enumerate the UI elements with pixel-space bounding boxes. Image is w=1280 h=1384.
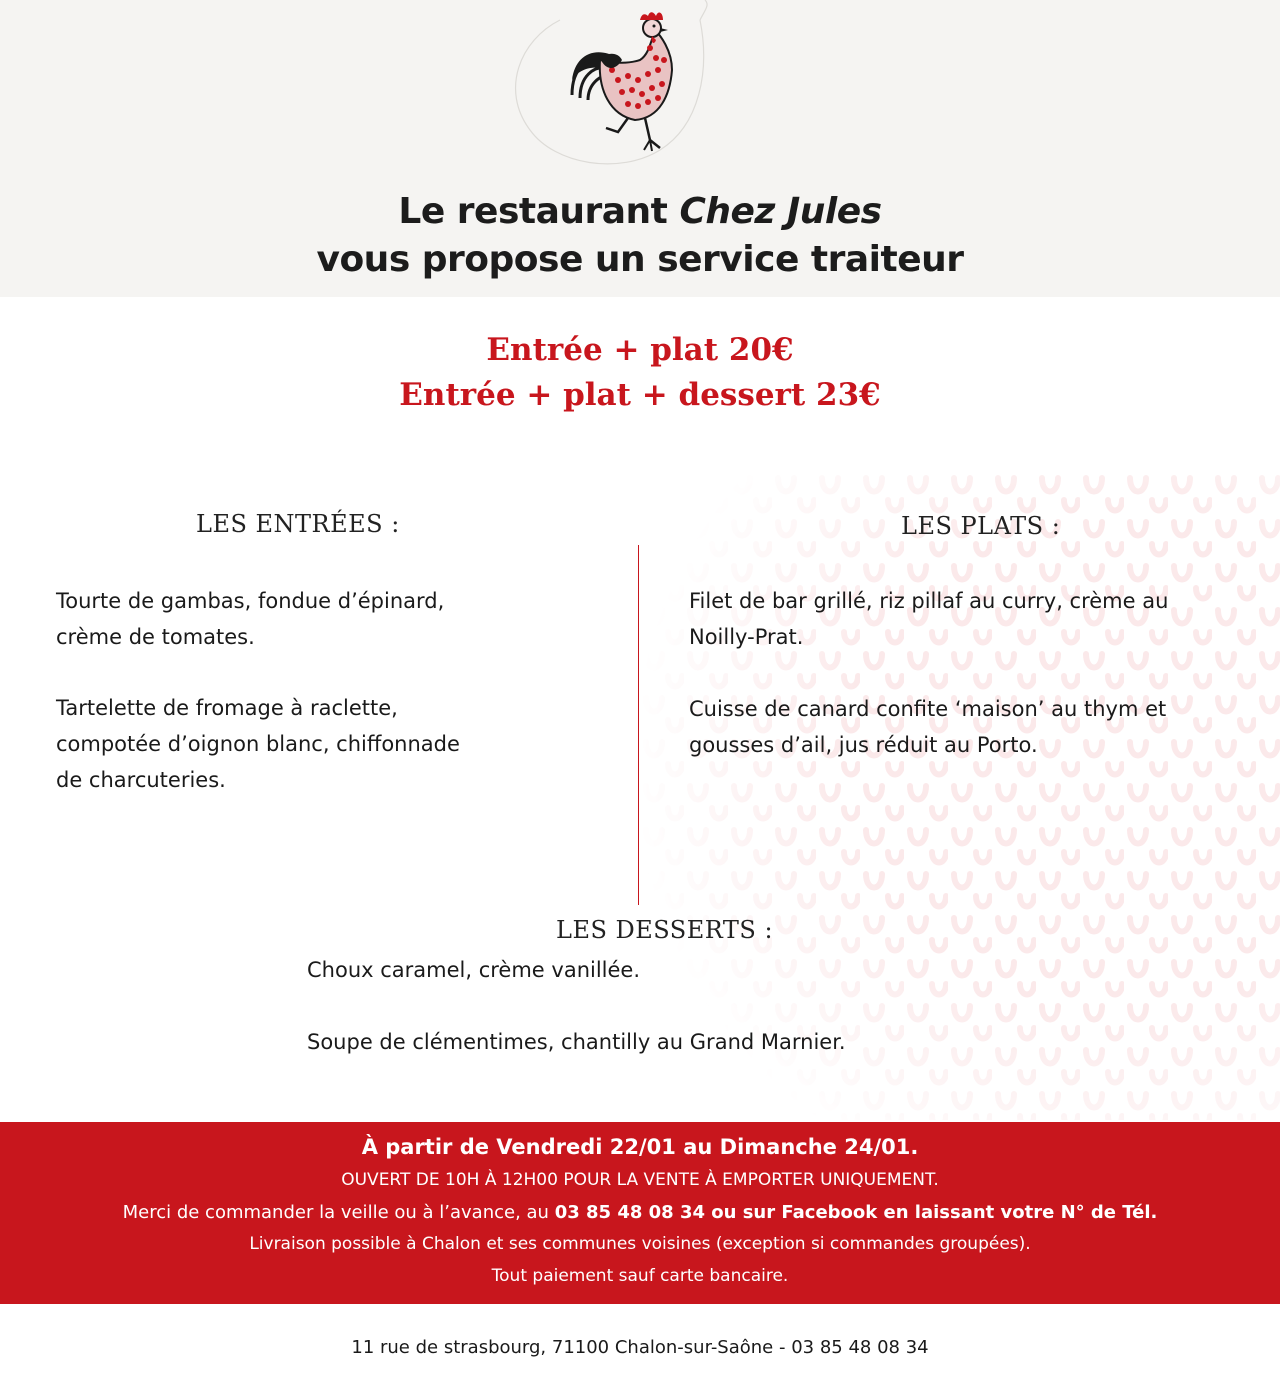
price-formula-1: Entrée + plat 20€ <box>486 332 794 368</box>
footer-address: 11 rue de strasbourg, 71100 Chalon-sur-Saône - 03 85 48 08 34 <box>351 1337 929 1358</box>
dessert-item-2: Soupe de clémentimes, chantilly au Grand Marnier. <box>307 1030 846 1054</box>
plat-item-2: Cuisse de canard confite ‘maison’ au thym et gousses d’ail, jus réduit au Porto. <box>689 697 1167 757</box>
feather-pattern <box>596 470 1280 1120</box>
header <box>0 0 1280 297</box>
page-title <box>0 188 1280 284</box>
column-divider <box>638 545 639 905</box>
entrees-title: LES ENTRÉES : <box>196 510 400 538</box>
order-phone: 03 85 48 08 34 ou sur Facebook en laissant votre N° de Tél. <box>554 1202 1158 1223</box>
plat-item-1: Filet de bar grillé, riz pillaf au curry, crème au Noilly-Prat. <box>689 589 1169 649</box>
price-list <box>0 328 1280 418</box>
title-line-1 <box>0 188 1280 236</box>
plats-title: LES PLATS : <box>901 512 1061 540</box>
order-instructions: Merci de commander la veille ou à l’avance, au 03 85 48 08 34 ou sur Facebook en laissant votre N° de Tél. <box>122 1202 1158 1223</box>
entree-item-1: Tourte de gambas, fondue d’épinard, crème de tomates. <box>56 589 445 649</box>
payment-info: Tout paiement sauf carte bancaire. <box>491 1266 789 1286</box>
title-line-2: vous propose un service traiteur <box>316 239 964 280</box>
delivery-info: Livraison possible à Chalon et ses communes voisines (exception si commandes groupées). <box>249 1234 1031 1254</box>
info-banner <box>0 1122 1280 1304</box>
dessert-item-1: Choux caramel, crème vanillée. <box>307 958 641 982</box>
rooster-icon <box>500 0 720 175</box>
price-formula-2: Entrée + plat + dessert 23€ <box>399 377 881 413</box>
title-prefix: Le restaurant <box>398 191 680 232</box>
desserts-title: LES DESSERTS : <box>556 916 774 944</box>
availability-dates: À partir de Vendredi 22/01 au Dimanche 24/01. <box>361 1135 919 1159</box>
entree-item-2: Tartelette de fromage à raclette, compotée d’oignon blanc, chiffonnade de charcuteries. <box>56 696 460 792</box>
opening-hours: OUVERT DE 10H À 12H00 POUR LA VENTE À EMPORTER UNIQUEMENT. <box>341 1170 939 1190</box>
restaurant-name: Chez Jules <box>679 191 882 232</box>
